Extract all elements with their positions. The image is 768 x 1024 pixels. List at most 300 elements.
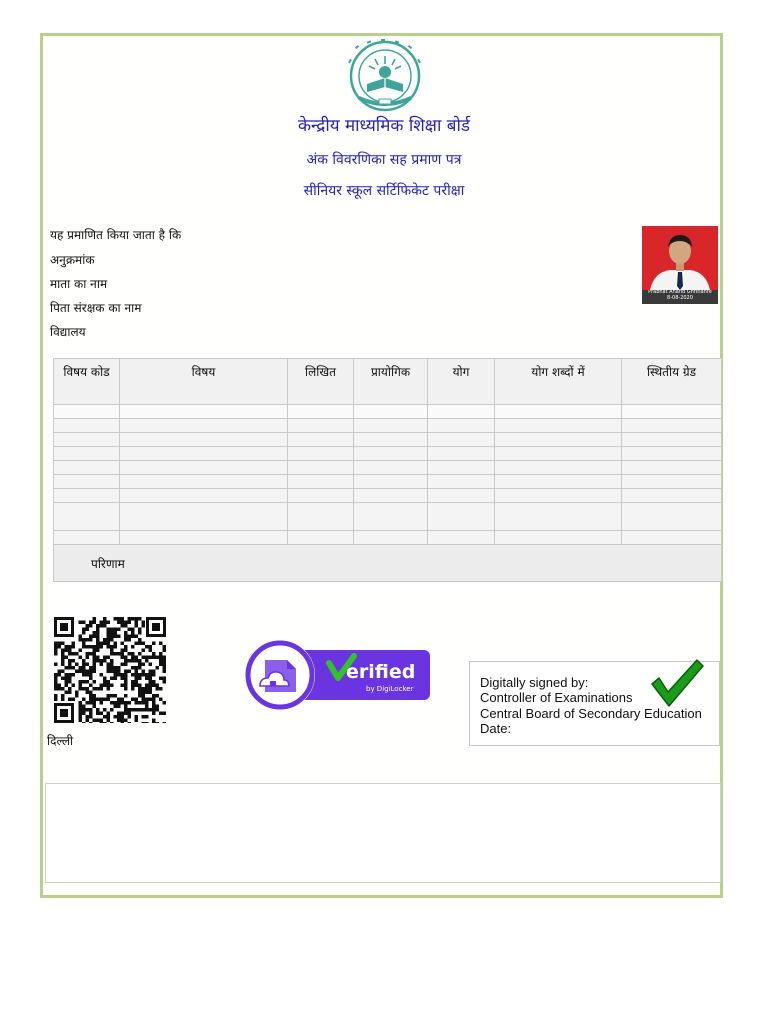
qr-module: [138, 673, 142, 677]
qr-module: [149, 680, 153, 684]
qr-module: [128, 628, 132, 632]
column-header-positional-grade: स्थितीय ग्रेड: [622, 359, 722, 405]
qr-module: [124, 631, 128, 635]
qr-module: [110, 638, 114, 642]
qr-module: [100, 712, 104, 716]
qr-module: [103, 722, 107, 723]
qr-module: [72, 698, 76, 702]
qr-module: [86, 708, 90, 712]
qr-module: [68, 680, 72, 684]
qr-module: [93, 694, 97, 698]
qr-module: [128, 638, 132, 642]
qr-module: [65, 673, 69, 677]
qr-module: [142, 701, 146, 705]
qr-module: [82, 659, 86, 663]
qr-module: [149, 649, 153, 653]
qr-module: [93, 670, 97, 674]
qr-module: [131, 684, 135, 688]
qr-module: [89, 635, 93, 639]
qr-module: [89, 645, 93, 649]
qr-module: [86, 663, 90, 667]
badge-word: erified: [346, 661, 416, 683]
qr-module: [79, 684, 83, 688]
qr-module: [89, 673, 93, 677]
qr-module: [117, 621, 121, 625]
qr-module: [163, 663, 167, 667]
qr-module: [145, 701, 149, 705]
qr-module: [107, 638, 111, 642]
qr-module: [124, 705, 128, 709]
qr-module: [75, 652, 79, 656]
qr-module: [152, 701, 156, 705]
qr-module: [117, 673, 121, 677]
qr-module: [156, 666, 160, 670]
qr-module: [96, 645, 100, 649]
qr-module: [117, 670, 121, 674]
result-label: परिणाम: [54, 545, 722, 582]
verified-badge-icon: [243, 638, 431, 712]
qr-module: [128, 708, 132, 712]
qr-module: [89, 670, 93, 674]
digital-signature-box: [469, 661, 720, 746]
qr-module: [82, 621, 86, 625]
qr-module: [121, 621, 125, 625]
qr-module: [117, 666, 121, 670]
qr-module: [107, 635, 111, 639]
qr-module: [138, 631, 142, 635]
qr-module: [75, 694, 79, 698]
qr-module: [152, 684, 156, 688]
qr-module: [82, 698, 86, 702]
qr-module: [79, 719, 83, 723]
qr-module: [159, 677, 163, 681]
qr-module: [114, 677, 118, 681]
qr-module: [124, 673, 128, 677]
qr-module: [65, 684, 69, 688]
qr-module: [131, 645, 135, 649]
qr-module: [159, 687, 163, 691]
qr-module: [121, 673, 125, 677]
table-row: [54, 447, 722, 461]
qr-module: [54, 645, 58, 649]
qr-module: [124, 694, 128, 698]
qr-module: [68, 652, 72, 656]
qr-module: [131, 631, 135, 635]
qr-module: [96, 659, 100, 663]
qr-module: [138, 659, 142, 663]
qr-module: [100, 684, 104, 688]
qr-module: [114, 715, 118, 719]
qr-module: [121, 656, 125, 660]
table-row: [54, 419, 722, 433]
qr-module: [61, 698, 65, 702]
qr-module: [93, 698, 97, 702]
table-row: [54, 531, 722, 545]
qr-module: [131, 659, 135, 663]
qr-module: [117, 712, 121, 716]
qr-module: [152, 652, 156, 656]
qr-module: [89, 677, 93, 681]
qr-module: [58, 684, 62, 688]
qr-module: [138, 652, 142, 656]
qr-module: [131, 652, 135, 656]
qr-module: [159, 652, 163, 656]
qr-module: [114, 694, 118, 698]
qr-module: [103, 656, 107, 660]
qr-module: [110, 666, 114, 670]
qr-module: [54, 694, 58, 698]
qr-module: [121, 719, 125, 723]
qr-module: [93, 656, 97, 660]
qr-module: [145, 677, 149, 681]
qr-module: [163, 670, 167, 674]
column-header-subject: विषय: [120, 359, 288, 405]
qr-module: [86, 670, 90, 674]
qr-module: [100, 698, 104, 702]
qr-module: [82, 666, 86, 670]
qr-module: [145, 715, 149, 719]
qr-code: [54, 617, 166, 723]
qr-module: [61, 663, 65, 667]
qr-module: [124, 659, 128, 663]
qr-module: [54, 698, 58, 702]
qr-module: [79, 680, 83, 684]
qr-module: [135, 701, 139, 705]
qr-module: [114, 652, 118, 656]
qr-module: [142, 670, 146, 674]
qr-module: [93, 663, 97, 667]
qr-module: [89, 638, 93, 642]
qr-module: [152, 722, 156, 723]
qr-module: [131, 635, 135, 639]
qr-module: [61, 687, 65, 691]
result-row: [54, 545, 722, 582]
qr-module: [103, 621, 107, 625]
qr-module: [110, 694, 114, 698]
qr-module: [100, 642, 104, 646]
qr-module: [86, 680, 90, 684]
qr-module: [135, 680, 139, 684]
qr-module: [117, 628, 121, 632]
qr-module: [117, 652, 121, 656]
qr-module: [79, 670, 83, 674]
qr-module: [89, 708, 93, 712]
certification-label: यह प्रमाणित किया जाता है कि: [50, 228, 182, 242]
roll-number-label: अनुक्रमांक: [50, 253, 95, 267]
qr-module: [145, 673, 149, 677]
qr-module: [82, 663, 86, 667]
qr-module: [114, 673, 118, 677]
qr-module: [124, 701, 128, 705]
qr-module: [152, 642, 156, 646]
qr-module: [142, 687, 146, 691]
table-header-row: [54, 359, 722, 405]
qr-module: [128, 635, 132, 639]
qr-module: [138, 663, 142, 667]
qr-module: [68, 691, 72, 695]
qr-module: [68, 673, 72, 677]
qr-module: [89, 715, 93, 719]
qr-module: [135, 659, 139, 663]
qr-module: [61, 642, 65, 646]
qr-module: [114, 666, 118, 670]
qr-module: [110, 684, 114, 688]
qr-module: [124, 663, 128, 667]
qr-module: [138, 701, 142, 705]
qr-module: [121, 617, 125, 621]
qr-module: [79, 701, 83, 705]
table-row: [54, 475, 722, 489]
qr-module: [93, 631, 97, 635]
qr-module: [117, 701, 121, 705]
photo-caption-date: 8-08-2020: [667, 294, 693, 301]
qr-module: [142, 642, 146, 646]
qr-module: [72, 645, 76, 649]
qr-module: [89, 652, 93, 656]
qr-module: [117, 617, 121, 621]
qr-module: [114, 705, 118, 709]
qr-module: [121, 701, 125, 705]
verified-tick-icon: [646, 656, 706, 712]
qr-module: [138, 684, 142, 688]
table-row: [54, 405, 722, 419]
qr-module: [93, 652, 97, 656]
qr-module: [54, 642, 58, 646]
qr-module: [107, 698, 111, 702]
qr-module: [54, 677, 58, 681]
qr-module: [149, 677, 153, 681]
qr-module: [100, 673, 104, 677]
qr-module: [152, 673, 156, 677]
qr-module: [128, 659, 132, 663]
column-header-practical: प्रायोगिक: [354, 359, 428, 405]
qr-module: [79, 638, 83, 642]
qr-module: [79, 708, 83, 712]
qr-module: [128, 715, 132, 719]
qr-module: [54, 684, 58, 688]
qr-module: [82, 722, 86, 723]
qr-module: [75, 670, 79, 674]
qr-module: [89, 621, 93, 625]
qr-module: [114, 642, 118, 646]
qr-module: [93, 635, 97, 639]
qr-module: [79, 687, 83, 691]
qr-module: [82, 628, 86, 632]
qr-module: [103, 659, 107, 663]
qr-module: [142, 663, 146, 667]
qr-module: [121, 642, 125, 646]
qr-module: [79, 666, 83, 670]
table-row: [54, 461, 722, 475]
qr-module: [149, 708, 153, 712]
qr-module: [110, 635, 114, 639]
qr-module: [96, 631, 100, 635]
qr-module: [54, 673, 58, 677]
footer-box: [45, 783, 721, 883]
qr-module: [110, 663, 114, 667]
qr-module: [86, 645, 90, 649]
qr-module: [131, 680, 135, 684]
qr-module: [128, 617, 132, 621]
qr-module: [65, 656, 69, 660]
qr-module: [156, 687, 160, 691]
qr-module: [124, 656, 128, 660]
qr-module: [138, 666, 142, 670]
qr-module: [121, 712, 125, 716]
place-label: दिल्ली: [47, 734, 74, 748]
qr-module: [149, 687, 153, 691]
qr-module: [135, 617, 139, 621]
qr-module: [100, 621, 104, 625]
qr-module: [89, 694, 93, 698]
qr-module: [142, 708, 146, 712]
signature-line-4: Date:: [480, 721, 512, 736]
qr-module: [149, 698, 153, 702]
qr-module: [156, 684, 160, 688]
father-guardian-name-label: पिता संरक्षक का नाम: [50, 301, 142, 315]
qr-module: [128, 652, 132, 656]
qr-module: [93, 617, 97, 621]
qr-module: [58, 673, 62, 677]
qr-module: [124, 624, 128, 628]
qr-module: [124, 677, 128, 681]
qr-module: [114, 631, 118, 635]
qr-module: [61, 659, 65, 663]
qr-module: [128, 670, 132, 674]
qr-module: [145, 645, 149, 649]
qr-module: [75, 691, 79, 695]
qr-module: [107, 628, 111, 632]
qr-module: [107, 642, 111, 646]
column-header-theory: लिखित: [288, 359, 354, 405]
qr-module: [159, 698, 163, 702]
qr-module: [75, 663, 79, 667]
qr-module: [96, 649, 100, 653]
qr-module: [152, 698, 156, 702]
qr-module: [142, 715, 146, 719]
qr-module: [107, 666, 111, 670]
qr-module: [86, 715, 90, 719]
qr-module: [107, 663, 111, 667]
qr-module: [79, 621, 83, 625]
qr-module: [124, 635, 128, 639]
qr-module: [61, 694, 65, 698]
qr-module: [93, 649, 97, 653]
qr-module: [103, 617, 107, 621]
qr-module: [142, 621, 146, 625]
qr-module: [110, 631, 114, 635]
qr-module: [135, 656, 139, 660]
qr-module: [138, 687, 142, 691]
qr-module: [61, 656, 65, 660]
qr-module: [159, 712, 163, 716]
qr-module: [61, 670, 65, 674]
school-label: विद्यालय: [50, 325, 86, 339]
marks-table: [53, 358, 722, 582]
qr-module: [86, 624, 90, 628]
qr-module: [121, 624, 125, 628]
qr-module: [103, 708, 107, 712]
qr-module: [89, 712, 93, 716]
qr-module: [82, 638, 86, 642]
qr-module: [138, 628, 142, 632]
qr-module: [135, 719, 139, 723]
qr-module: [145, 705, 149, 709]
qr-module: [135, 621, 139, 625]
qr-module: [142, 722, 146, 723]
qr-module: [142, 691, 146, 695]
qr-module: [131, 656, 135, 660]
qr-module: [121, 698, 125, 702]
qr-module: [100, 663, 104, 667]
qr-module: [68, 677, 72, 681]
qr-module: [135, 684, 139, 688]
exam-title: सीनियर स्कूल सर्टिफिकेट परीक्षा: [303, 183, 465, 199]
qr-module: [142, 673, 146, 677]
qr-module: [145, 656, 149, 660]
qr-module: [82, 712, 86, 716]
qr-module: [121, 652, 125, 656]
qr-module: [121, 677, 125, 681]
qr-module: [65, 691, 69, 695]
qr-module: [107, 684, 111, 688]
qr-module: [135, 715, 139, 719]
qr-module: [128, 712, 132, 716]
qr-module: [72, 666, 76, 670]
qr-module: [117, 698, 121, 702]
qr-module: [107, 687, 111, 691]
qr-module: [124, 649, 128, 653]
column-header-total: योग: [428, 359, 495, 405]
qr-module: [110, 645, 114, 649]
qr-module: [131, 687, 135, 691]
qr-module: [93, 659, 97, 663]
qr-module: [72, 673, 76, 677]
qr-module: [107, 621, 111, 625]
qr-module: [163, 649, 167, 653]
qr-module: [159, 663, 163, 667]
qr-module: [103, 715, 107, 719]
qr-module: [149, 691, 153, 695]
qr-module: [149, 656, 153, 660]
qr-module: [159, 659, 163, 663]
qr-module: [156, 656, 160, 660]
qr-module: [89, 624, 93, 628]
qr-module: [68, 659, 72, 663]
qr-module: [131, 698, 135, 702]
qr-module: [124, 708, 128, 712]
qr-module: [103, 677, 107, 681]
qr-module: [152, 670, 156, 674]
qr-module: [107, 631, 111, 635]
qr-module: [145, 698, 149, 702]
qr-module: [117, 715, 121, 719]
qr-module: [65, 649, 69, 653]
qr-module: [110, 701, 114, 705]
qr-module: [100, 624, 104, 628]
qr-module: [117, 719, 121, 723]
qr-module: [124, 638, 128, 642]
qr-module: [79, 656, 83, 660]
qr-module: [128, 701, 132, 705]
qr-module: [82, 642, 86, 646]
qr-module: [142, 694, 146, 698]
qr-module: [152, 712, 156, 716]
qr-module: [145, 722, 149, 723]
qr-module: [121, 684, 125, 688]
qr-module: [156, 705, 160, 709]
qr-module: [110, 628, 114, 632]
